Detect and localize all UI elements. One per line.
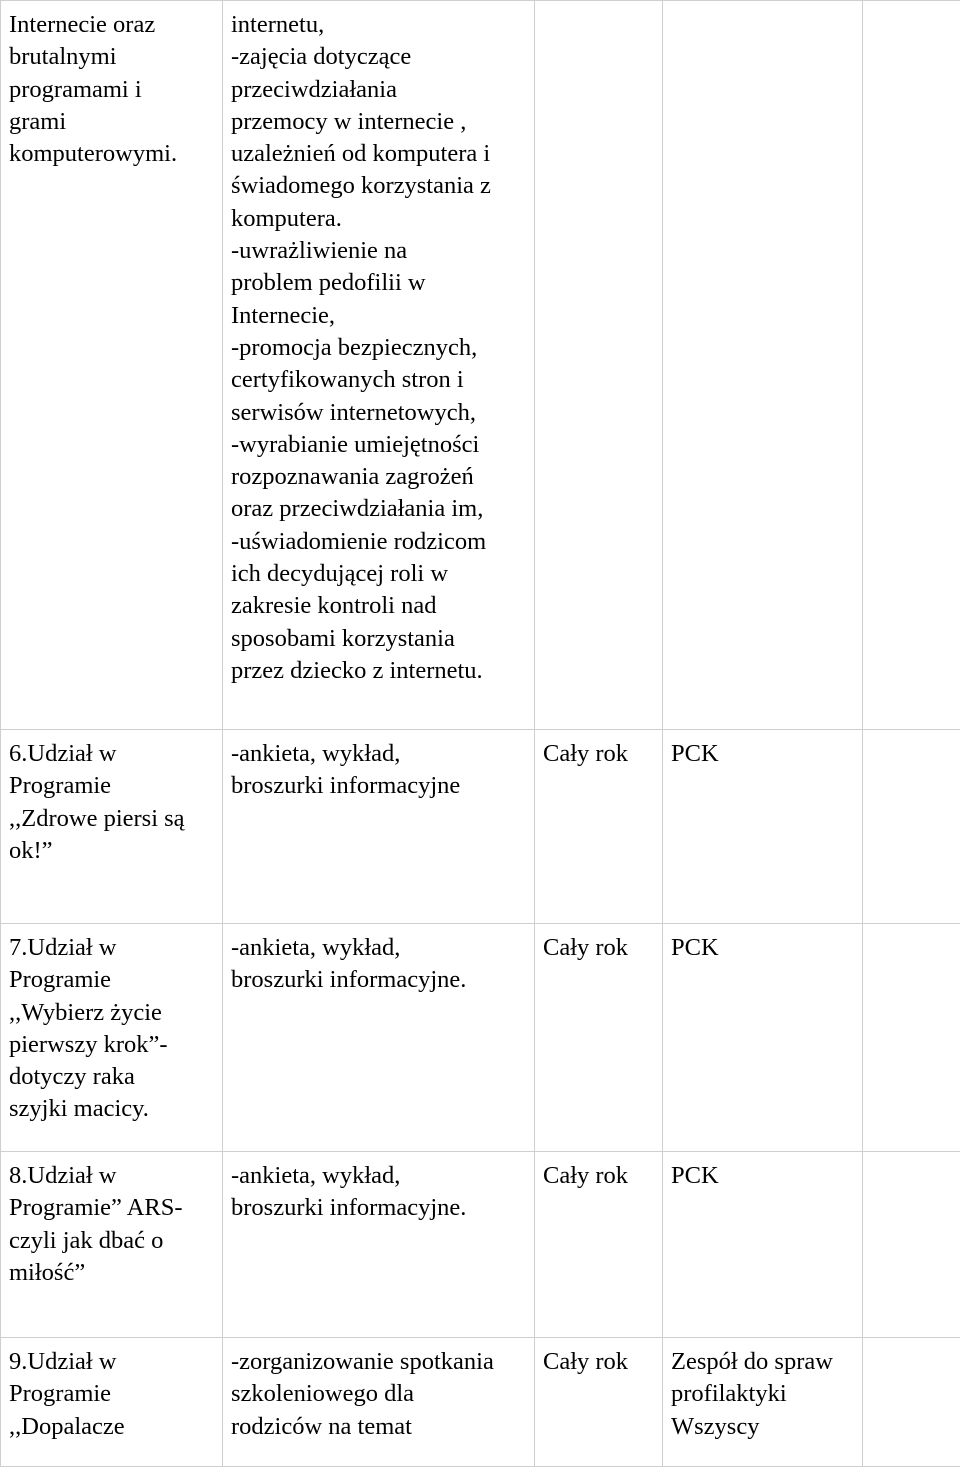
term-cell: Cały rok bbox=[535, 924, 663, 1152]
methods-cell: -ankieta, wykład, broszurki informacyjne. bbox=[223, 924, 535, 1152]
responsible-cell bbox=[663, 1, 863, 730]
methods-cell: -ankieta, wykład, broszurki informacyjne. bbox=[223, 1152, 535, 1338]
empty-cell bbox=[863, 1, 960, 730]
empty-cell bbox=[863, 730, 960, 924]
responsible-cell: PCK bbox=[663, 924, 863, 1152]
responsible-cell: PCK bbox=[663, 1152, 863, 1338]
table-row bbox=[1, 730, 960, 924]
methods-cell: -zorganizowanie spotkania szkoleniowego dla rodziców na temat bbox=[223, 1338, 535, 1467]
responsible-cell: PCK bbox=[663, 730, 863, 924]
term-cell: Cały rok bbox=[535, 1152, 663, 1338]
methods-cell: -ankieta, wykład, broszurki informacyjne bbox=[223, 730, 535, 924]
responsible-cell: Zespół do spraw profilaktyki Wszyscy bbox=[663, 1338, 863, 1467]
empty-cell bbox=[863, 924, 960, 1152]
table-row bbox=[1, 1, 960, 730]
program-name-cell: 7.Udział w Programie ,,Wybierz życie pierwszy krok”- dotyczy raka szyjki macicy. bbox=[1, 924, 223, 1152]
term-cell: Cały rok bbox=[535, 1338, 663, 1467]
empty-cell bbox=[863, 1338, 960, 1467]
program-name-cell: 9.Udział w Programie ,,Dopalacze bbox=[1, 1338, 223, 1467]
program-name-cell: Internecie oraz brutalnymi programami i grami komputerowymi. bbox=[1, 1, 223, 730]
term-cell: Cały rok bbox=[535, 730, 663, 924]
program-name-cell: 6.Udział w Programie ,,Zdrowe piersi są ok!” bbox=[1, 730, 223, 924]
table-row bbox=[1, 924, 960, 1152]
program-name-cell: 8.Udział w Programie” ARS- czyli jak dbać o miłość” bbox=[1, 1152, 223, 1338]
empty-cell bbox=[863, 1152, 960, 1338]
term-cell bbox=[535, 1, 663, 730]
table-row bbox=[1, 1152, 960, 1338]
table-row bbox=[1, 1338, 960, 1467]
methods-cell: internetu, -zajęcia dotyczące przeciwdziałania przemocy w internecie , uzależnień od komputera i świadomego korzystania z komputera. -uwrażliwienie na problem pedofilii w Internecie, -promocja bezpiecznych, certyfikowanych stron i serwisów internetowych, -wyrabianie umiejętności rozpoznawania zagrożeń oraz przeciwdziałania im, -uświadomienie rodzicom ich decydującej roli w zakresie kontroli nad sposobami korzystania przez dziecko z internetu. bbox=[223, 1, 535, 730]
